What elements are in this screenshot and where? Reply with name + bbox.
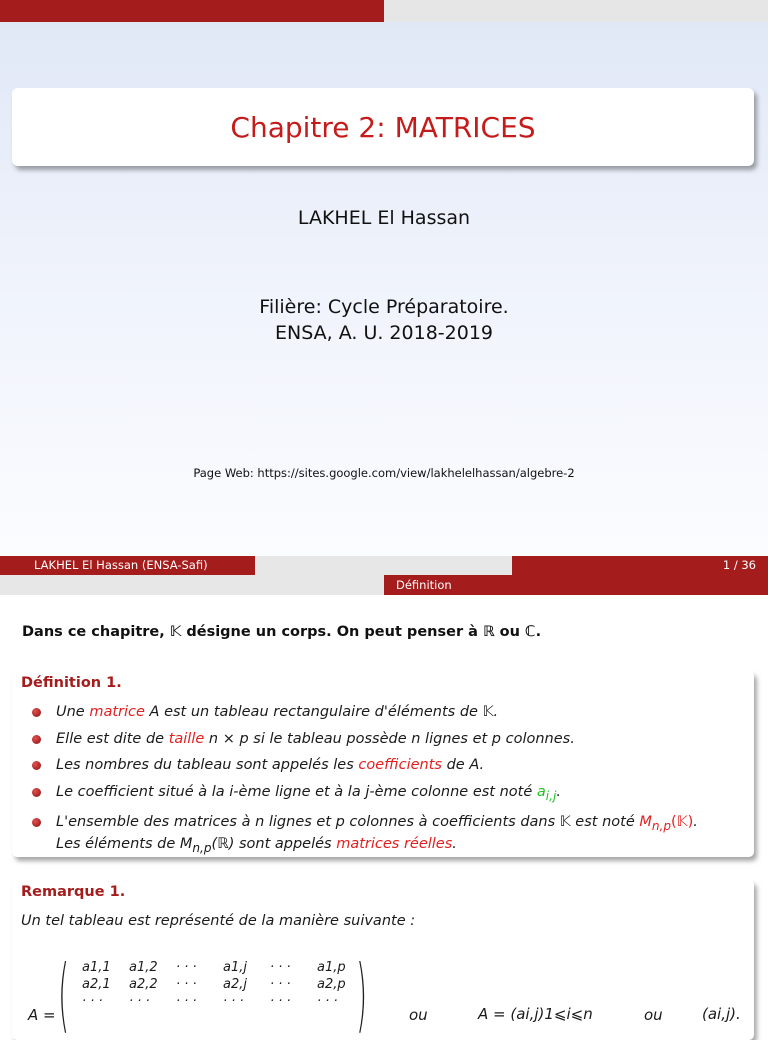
item-text: de A. bbox=[441, 757, 485, 773]
matrix-cell: · · · bbox=[223, 994, 244, 1009]
remark-text: Un tel tableau est représenté de la manière suivante : bbox=[21, 913, 416, 929]
matrix-cell: · · · bbox=[176, 977, 197, 992]
matrix-cell: a1,j bbox=[223, 960, 247, 975]
progress-bar-empty bbox=[384, 0, 768, 22]
definition-title: Définition 1. bbox=[21, 675, 122, 691]
matrix-cell: · · · bbox=[317, 994, 338, 1009]
list-item bbox=[32, 703, 747, 721]
matrix-cell: · · · bbox=[82, 994, 103, 1009]
page-title: Chapitre 2: MATRICES bbox=[230, 110, 536, 144]
item-text: Elle est dite de bbox=[56, 730, 169, 747]
ou-label: ou bbox=[409, 1006, 428, 1024]
highlight-term: matrices réelles bbox=[336, 835, 453, 852]
section-title[interactable]: Définition bbox=[384, 575, 768, 595]
highlight-term: matrice bbox=[89, 704, 145, 720]
matrix-cell: · · · bbox=[270, 977, 291, 992]
matrix-cell: · · · bbox=[270, 994, 291, 1009]
progress-bar-filled bbox=[0, 0, 384, 22]
remark-title: Remarque 1. bbox=[21, 884, 126, 900]
bullet-icon bbox=[32, 788, 41, 797]
alt-notation: A = (ai,j)1⩽i⩽n bbox=[478, 1005, 593, 1023]
bullet-icon bbox=[32, 735, 41, 744]
highlight-term: taille bbox=[168, 730, 205, 747]
institution-line-1: Filière: Cycle Préparatoire. bbox=[259, 296, 509, 318]
matrix-cell: · · · bbox=[176, 994, 197, 1009]
item-text: Les nombres du tableau sont appelés les bbox=[56, 757, 359, 773]
page-web-link[interactable]: Page Web: https://sites.google.com/view/lakhelelhassan/algebre-2 bbox=[193, 466, 575, 480]
item-text: Une bbox=[56, 704, 90, 720]
list-item bbox=[32, 813, 747, 857]
matrix-cell: a2,2 bbox=[129, 977, 158, 992]
title-box bbox=[12, 88, 754, 166]
section-bar-left bbox=[0, 575, 384, 595]
alt-notation-short: (ai,j). bbox=[702, 1005, 741, 1023]
item-text: . bbox=[693, 813, 698, 830]
item-text: A est un tableau rectangulaire d'éléments de 𝕂. bbox=[144, 704, 499, 720]
matrix-cell: a2,1 bbox=[82, 977, 111, 992]
matrix-row bbox=[82, 994, 364, 1011]
item-text: . bbox=[556, 783, 561, 800]
coefficient-notation bbox=[536, 783, 557, 803]
matrix-cell: a1,2 bbox=[129, 960, 158, 975]
matrix-cell: a2,p bbox=[317, 977, 346, 992]
matrix-cell: a1,p bbox=[317, 960, 346, 975]
highlight-term: coefficients bbox=[358, 757, 442, 773]
intro-text: Dans ce chapitre, 𝕂 désigne un corps. On peut penser à ℝ ou ℂ. bbox=[22, 624, 542, 640]
author-name: LAKHEL El Hassan bbox=[297, 207, 471, 229]
matrix-row bbox=[82, 960, 364, 977]
definition-block bbox=[12, 671, 754, 857]
item-text: L'ensemble des matrices à n lignes et p colonnes à coefficients dans 𝕂 est noté bbox=[56, 813, 640, 830]
set-field: (𝕂) bbox=[671, 813, 694, 830]
matrix-grid bbox=[82, 960, 364, 1011]
ou-label: ou bbox=[644, 1006, 663, 1024]
matrix-cell: · · · bbox=[176, 960, 197, 975]
left-paren-icon: ( bbox=[58, 950, 70, 1040]
remark-block bbox=[12, 880, 754, 1040]
progress-bar bbox=[0, 0, 768, 22]
item-text: Les éléments de M bbox=[56, 835, 193, 852]
item-text: n × p si le tableau possède n lignes et p colonnes. bbox=[204, 730, 575, 747]
footer-middle bbox=[255, 556, 512, 575]
set-notation bbox=[639, 813, 694, 833]
bullet-icon bbox=[32, 818, 41, 827]
matrix-row bbox=[82, 977, 364, 994]
right-paren-icon: ) bbox=[356, 950, 368, 1040]
bullet-icon bbox=[32, 708, 41, 717]
set-subscript: n,p bbox=[192, 840, 212, 855]
item-text: (ℝ) sont appelés bbox=[211, 835, 337, 852]
section-bar bbox=[0, 575, 768, 595]
list-item bbox=[32, 730, 747, 748]
coef-symbol: a bbox=[536, 783, 546, 800]
coef-subscript: i,j bbox=[545, 788, 557, 803]
bullet-icon bbox=[32, 761, 41, 770]
page-counter: 1 / 36 bbox=[512, 556, 768, 575]
item-text: . bbox=[452, 835, 457, 852]
definition-list bbox=[32, 703, 747, 865]
set-symbol: M bbox=[639, 813, 652, 830]
matrix-display bbox=[12, 950, 754, 1040]
set-subscript: n,p bbox=[651, 818, 672, 833]
matrix-cell: · · · bbox=[129, 994, 150, 1009]
item-text: Le coefficient situé à la i-ème ligne et à la j-ème colonne est noté bbox=[56, 783, 537, 800]
matrix-cell: a1,1 bbox=[82, 960, 111, 975]
institution-line-2: ENSA, A. U. 2018-2019 bbox=[275, 322, 493, 344]
footer-author: LAKHEL El Hassan (ENSA-Safi) bbox=[0, 556, 255, 575]
list-item bbox=[32, 756, 747, 774]
slide-footer bbox=[0, 556, 768, 575]
matrix-cell: · · · bbox=[270, 960, 291, 975]
matrix-cell: a2,j bbox=[223, 977, 247, 992]
matrix-label: A = bbox=[28, 1006, 56, 1024]
list-item bbox=[32, 783, 747, 805]
